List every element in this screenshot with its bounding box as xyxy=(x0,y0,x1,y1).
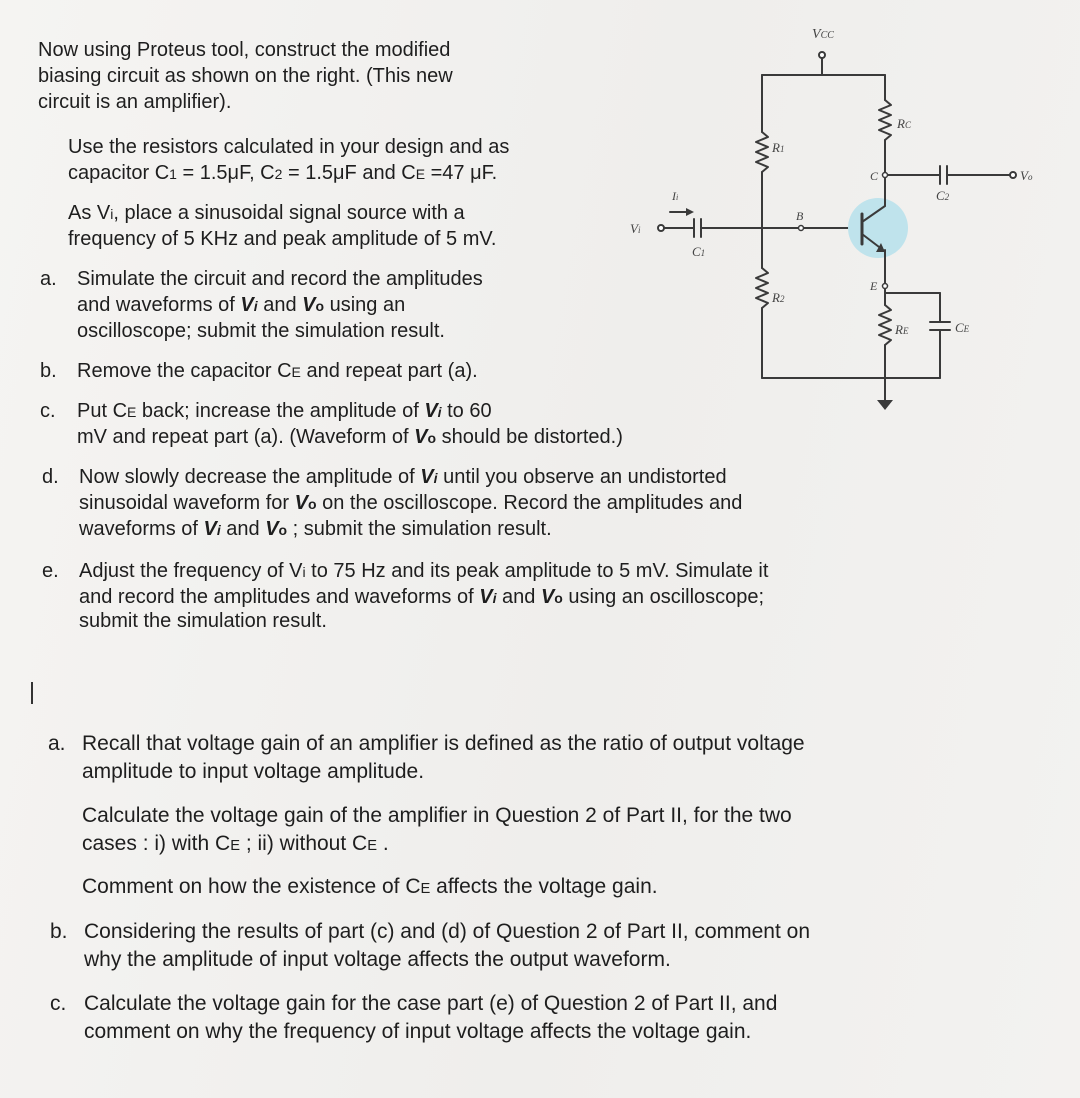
subscript: i xyxy=(302,564,306,580)
question-b-line-1 xyxy=(50,918,810,946)
text-run: V xyxy=(203,518,217,540)
text-run: ; submit the simulation result. xyxy=(287,518,552,540)
text-run: ; ii) without C xyxy=(240,832,368,855)
rc-label: RC xyxy=(897,116,911,131)
text-run: V xyxy=(479,586,493,608)
rc-resistor xyxy=(879,100,891,140)
node-b-label: B xyxy=(796,209,804,223)
text-run: V xyxy=(240,294,254,316)
text-run: V xyxy=(420,466,434,488)
source-line-2: frequency of 5 KHz and peak amplitude of 5 mV. xyxy=(68,228,497,250)
intro-line-2: biasing circuit as shown on the right. (This new xyxy=(38,65,453,87)
subscript: E xyxy=(291,364,301,380)
vo-terminal xyxy=(1010,172,1016,178)
text-run: to 60 xyxy=(441,400,492,422)
subscript: o xyxy=(315,298,325,314)
text-run: cases : i) with C xyxy=(82,832,231,855)
text-run: mV and repeat part (a). (Waveform of xyxy=(77,426,415,448)
subscript: E xyxy=(420,881,431,897)
list-marker: d. xyxy=(42,466,59,488)
task-a-line-3: oscilloscope; submit the simulation result. xyxy=(77,320,445,342)
r1-label: R1 xyxy=(772,140,785,155)
intro-line-1: Now using Proteus tool, construct the modified xyxy=(38,39,451,61)
question-b-line-2: why the amplitude of input voltage affects the output waveform. xyxy=(84,948,671,971)
text-run: and repeat part (a). xyxy=(300,360,478,382)
text-run: . xyxy=(377,832,389,855)
subscript: i xyxy=(433,470,438,486)
task-a-line-1 xyxy=(40,266,483,292)
task-b-line-1 xyxy=(40,358,478,385)
text-run: Recall that voltage gain of an amplifier is defined as the ratio of output voltage xyxy=(82,732,805,755)
resistors-line-2 xyxy=(68,160,497,187)
task-c-line-2 xyxy=(77,424,623,451)
vcc-label: VCC xyxy=(812,27,834,42)
question-a-para2-line-1: Calculate the voltage gain of the amplifier in Question 2 of Part II, for the two xyxy=(82,804,792,827)
subscript: i xyxy=(492,590,497,606)
text-cursor xyxy=(31,682,33,704)
subscript: E xyxy=(415,166,426,182)
list-marker: a. xyxy=(48,732,66,755)
text-run: As V xyxy=(68,202,111,224)
subscript: 2 xyxy=(274,166,283,182)
list-marker: e. xyxy=(42,560,59,582)
subscript: i xyxy=(216,522,221,538)
text-run: Simulate the circuit and record the amplitudes xyxy=(77,268,483,290)
list-marker: a. xyxy=(40,268,57,290)
question-a-line-2: amplitude to input voltage amplitude. xyxy=(82,760,425,783)
base-node xyxy=(799,226,804,231)
text-run: and record the amplitudes and waveforms of xyxy=(79,586,480,608)
subscript: E xyxy=(230,838,240,854)
list-marker: b. xyxy=(50,920,68,943)
text-run: on the oscilloscope. Record the amplitudes and xyxy=(316,492,743,514)
task-e-line-1 xyxy=(42,558,768,585)
text-run: = 1.5μF, C xyxy=(176,162,275,184)
ground-symbol xyxy=(877,400,893,410)
subscript: i xyxy=(437,404,442,420)
text-run: and waveforms of xyxy=(77,294,241,316)
text-run: and xyxy=(220,518,266,540)
text-run: Put C xyxy=(77,400,128,422)
text-run: Calculate the voltage gain for the case part (e) of Question 2 of Part II, and xyxy=(84,992,778,1015)
text-run: V xyxy=(302,294,316,316)
text-run: V xyxy=(294,492,308,514)
subscript: i xyxy=(110,206,114,222)
r1-resistor xyxy=(756,132,768,172)
text-run: V xyxy=(540,586,555,608)
text-run: Adjust the frequency of V xyxy=(79,560,303,582)
subscript: 1 xyxy=(169,166,177,182)
vi-label: Vi xyxy=(630,221,641,236)
collector-node xyxy=(883,173,888,178)
node-e-label: E xyxy=(870,279,878,293)
question-c-line-1 xyxy=(50,990,777,1018)
r2-resistor xyxy=(756,268,768,308)
text-run: using an xyxy=(324,294,406,316)
subscript: o xyxy=(554,590,563,606)
text-run: =47 μF. xyxy=(425,162,498,184)
intro-line-3: circuit is an amplifier). xyxy=(38,91,232,113)
task-e-line-3: submit the simulation result. xyxy=(79,610,327,632)
text-run: affects the voltage gain. xyxy=(430,875,658,898)
task-d-line-3 xyxy=(79,516,552,543)
text-run: back; increase the amplitude of xyxy=(136,400,425,422)
node-c-label: C xyxy=(870,169,879,183)
list-marker: c. xyxy=(40,400,56,422)
text-run: Remove the capacitor C xyxy=(77,360,292,382)
ce-label: CE xyxy=(955,320,970,335)
question-c-line-2: comment on why the frequency of input voltage affects the voltage gain. xyxy=(84,1020,752,1043)
text-run: sinusoidal waveform for xyxy=(79,492,295,514)
text-run: V xyxy=(414,426,428,448)
source-line-1 xyxy=(68,200,465,227)
subscript: E xyxy=(367,838,377,854)
resistors-line-1: Use the resistors calculated in your design and as xyxy=(68,136,510,158)
subscript: E xyxy=(127,404,137,420)
subscript: o xyxy=(278,522,288,538)
re-resistor xyxy=(879,305,891,345)
input-current-arrowhead xyxy=(686,208,694,216)
question-a-para3 xyxy=(82,873,658,903)
r2-label: R2 xyxy=(772,290,785,305)
list-marker: b. xyxy=(40,360,57,382)
text-run: should be distorted.) xyxy=(436,426,623,448)
text-run: to 75 Hz and its peak amplitude to 5 mV. Simulate it xyxy=(305,560,769,582)
c1-label: C1 xyxy=(692,244,706,259)
text-run: Comment on how the existence of C xyxy=(82,875,421,898)
text-run: Now slowly decrease the amplitude of xyxy=(79,466,421,488)
subscript: i xyxy=(253,298,258,314)
text-run: = 1.5μF and C xyxy=(282,162,416,184)
task-c-line-1 xyxy=(40,398,492,425)
task-d-line-1 xyxy=(42,464,727,491)
amplifier-circuit-diagram xyxy=(600,10,1080,430)
text-run: V xyxy=(265,518,279,540)
question-a-para2-line-2 xyxy=(82,830,389,860)
text-run: using an oscilloscope; xyxy=(562,586,765,608)
subscript: o xyxy=(308,496,317,512)
list-marker: c. xyxy=(50,992,67,1015)
vo-label: Vo xyxy=(1020,168,1033,183)
task-d-line-2 xyxy=(79,490,742,517)
question-a-line-1 xyxy=(48,730,805,758)
text-run: capacitor C xyxy=(68,162,170,184)
text-run: until you observe an undistorted xyxy=(437,466,727,488)
re-label: RE xyxy=(895,322,909,337)
text-run: and xyxy=(257,294,303,316)
ii-label: Ii xyxy=(672,189,679,203)
emitter-node xyxy=(883,284,888,289)
text-run: waveforms of xyxy=(79,518,204,540)
task-a-line-2 xyxy=(77,292,405,319)
text-run: V xyxy=(424,400,438,422)
task-e-line-2 xyxy=(79,584,764,611)
text-run: Considering the results of part (c) and (d) of Question 2 of Part II, comment on xyxy=(84,920,811,943)
subscript: o xyxy=(427,430,437,446)
text-run: , place a sinusoidal signal source with a xyxy=(113,202,465,224)
text-run: and xyxy=(496,586,541,608)
c2-label: C2 xyxy=(936,188,950,203)
